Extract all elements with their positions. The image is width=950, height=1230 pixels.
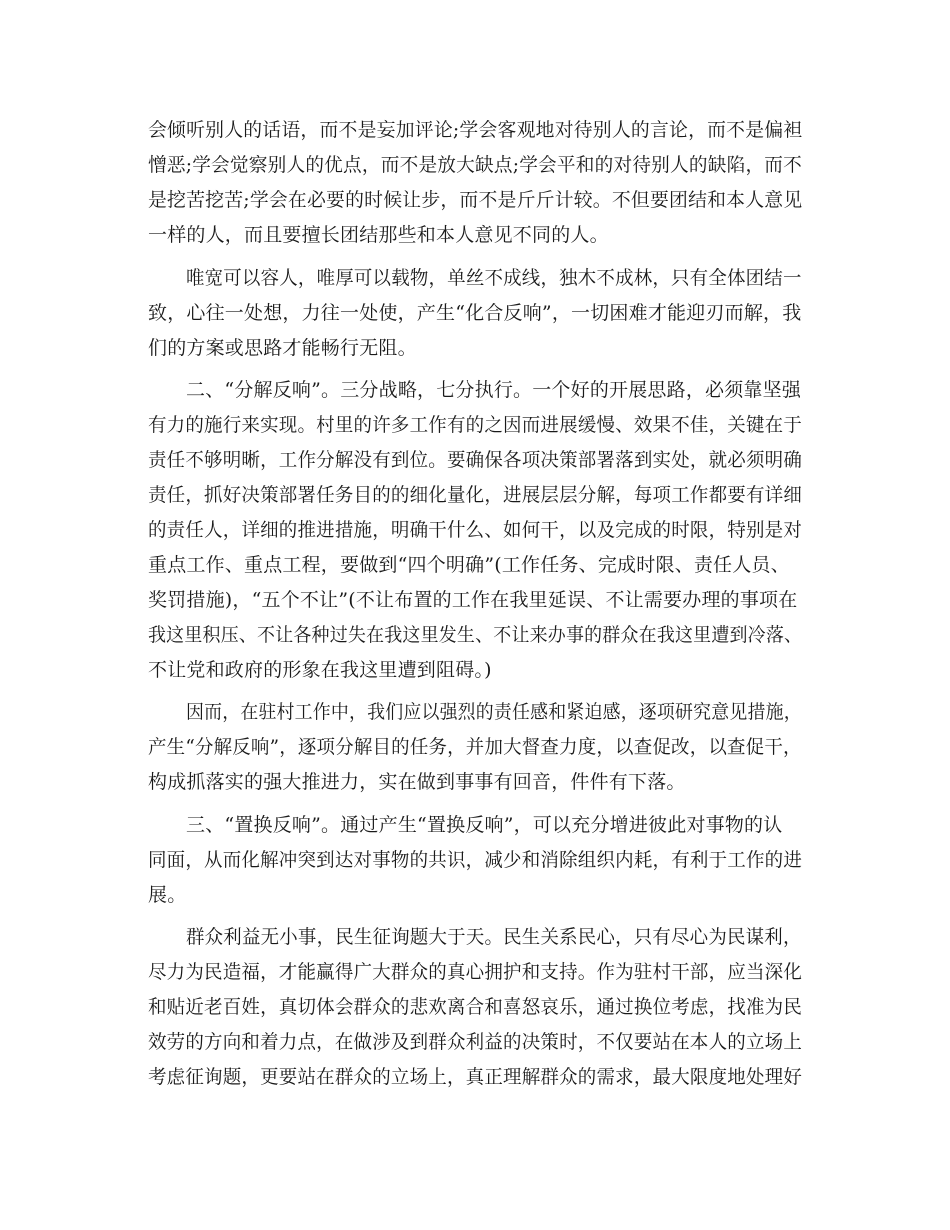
text-line: 尽力为民造福，才能赢得广大群众的真心拥护和支持。作为驻村干部，应当深化 xyxy=(148,961,803,983)
text-line: 效劳的方向和着力点，在做涉及到群众利益的决策时，不仅要站在本人的立场上 xyxy=(148,1031,803,1053)
text-line: 会倾听别人的话语，而不是妄加评论;学会客观地对待别人的言论，而不是偏袒 xyxy=(148,119,803,141)
text-line: 展。 xyxy=(148,884,187,906)
text-line: 的责任人，详细的推进措施，明确干什么、如何干，以及完成的时限，特别是对 xyxy=(148,519,803,541)
text-line: 我这里积压、不让各种过失在我这里发生、不让来办事的群众在我这里遭到冷落、 xyxy=(148,624,803,646)
text-line: 不让党和政府的形象在我这里遭到阻碍。) xyxy=(148,659,492,681)
text-line: 们的方案或思路才能畅行无阻。 xyxy=(148,337,417,359)
paragraph-first-line: 因而，在驻村工作中，我们应以强烈的责任感和紧迫感，逐项研究意见措施， xyxy=(186,701,802,723)
paragraph-first-line: 二、“分解反响”。三分战略，七分执行。一个好的开展思路，必须靠坚强 xyxy=(186,379,802,401)
text-line: 是挖苦挖苦;学会在必要的时候让步，而不是斤斤计较。不但要团结和本人意见 xyxy=(148,189,803,211)
paragraph-first-line: 三、“置换反响”。通过产生“置换反响”，可以充分增进彼此对事物的认 xyxy=(186,814,783,836)
text-line: 重点工作、重点工程，要做到“四个明确”(工作任务、完成时限、责任人员、 xyxy=(148,554,790,576)
text-line: 责任不够明晰，工作分解没有到位。要确保各项决策部署落到实处，就必须明确 xyxy=(148,449,803,471)
text-line: 同面，从而化解冲突到达对事物的共识，减少和消除组织内耗，有利于工作的进 xyxy=(148,849,803,871)
text-line: 有力的施行来实现。村里的许多工作有的之因而进展缓慢、效果不佳，关键在于 xyxy=(148,414,803,436)
text-line: 产生“分解反响”，逐项分解目的任务，并加大督查力度，以查促改，以查促干， xyxy=(148,736,802,758)
text-line: 和贴近老百姓，真切体会群众的悲欢离合和喜怒哀乐，通过换位考虑，找准为民 xyxy=(148,996,803,1018)
text-line: 责任，抓好决策部署任务目的的细化量化，进展层层分解，每项工作都要有详细 xyxy=(148,484,803,506)
paragraph-first-line: 唯宽可以容人，唯厚可以载物，单丝不成线，独木不成林，只有全体团结一 xyxy=(186,267,802,289)
text-line: 一样的人，而且要擅长团结那些和本人意见不同的人。 xyxy=(148,224,609,246)
text-line: 考虑征询题，更要站在群众的立场上，真正理解群众的需求，最大限度地处理好 xyxy=(148,1066,803,1088)
text-line: 构成抓落实的强大推进力，实在做到事事有回音，件件有下落。 xyxy=(148,771,686,793)
text-line: 奖罚措施)，“五个不让”(不让布置的工作在我里延误、不让需要办理的事项在 xyxy=(148,589,798,611)
text-line: 憎恶;学会觉察别人的优点，而不是放大缺点;学会平和的对待别人的缺陷，而不 xyxy=(148,154,803,176)
paragraph-first-line: 群众利益无小事，民生征询题大于天。民生关系民心，只有尽心为民谋利， xyxy=(186,926,802,948)
text-line: 致，心往一处想，力往一处使，产生“化合反响”，一切困难才能迎刃而解，我 xyxy=(148,302,802,324)
